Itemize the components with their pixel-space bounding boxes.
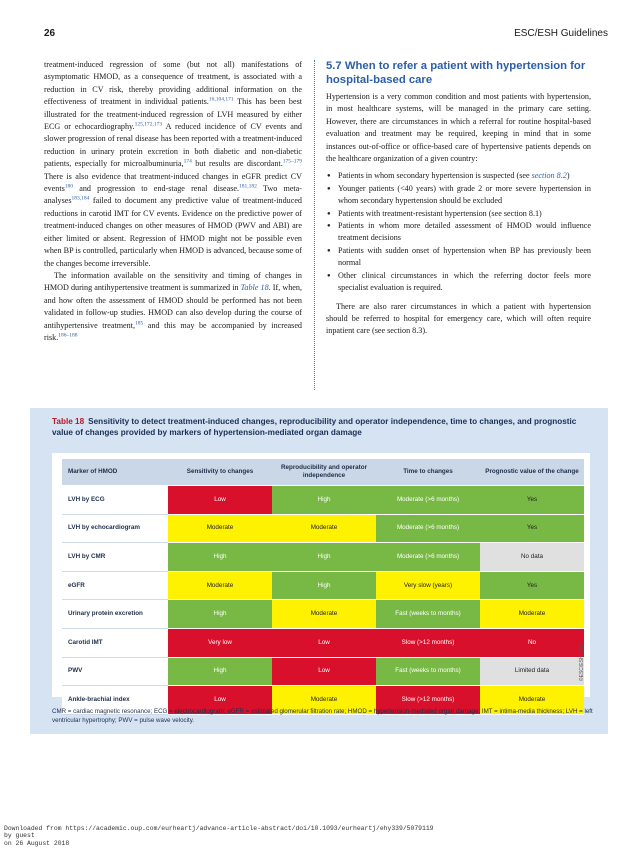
paragraph-referral-intro: Hypertension is a very common condition and most patients with hypertension, in most healthcare systems, will be managed in the primary care setting. However, there are circumstances in which a referral for routine hospital-based evaluation and treatment may be required, keeping in mind that in some instances out-of-office or office-based care of hypertensive patients depends on the healthcare organization of a given country: <box>326 92 591 164</box>
marker-cell: Urinary protein excretion <box>62 600 168 629</box>
prognostic-cell: No data <box>480 543 584 572</box>
reproducibility-cell: Moderate <box>272 514 376 543</box>
prognostic-cell: No <box>480 628 584 657</box>
text-run: Patients in whom secondary hypertension is suspected (see <box>338 171 532 181</box>
referral-bullet-item <box>326 220 591 245</box>
cross-reference-link[interactable]: Table 18 <box>240 283 269 293</box>
text-run: Two meta-analyses <box>44 184 302 206</box>
prognostic-cell: Yes <box>480 514 584 543</box>
time-cell: Moderate (>6 months) <box>376 543 480 572</box>
table-caption <box>52 416 592 438</box>
table-18-box <box>30 408 608 734</box>
prognostic-cell: Moderate <box>480 600 584 629</box>
col-header-reproducibility: Reproducibility and operator independence <box>272 459 376 486</box>
sensitivity-cell: High <box>168 543 272 572</box>
citation-ref: 175–179 <box>282 158 302 165</box>
sensitivity-cell: Low <box>168 486 272 515</box>
cross-reference-link[interactable]: section 8.2 <box>531 171 567 181</box>
text-run: Patients with treatment-resistant hypertension (see section 8.1) <box>338 208 542 218</box>
section-heading: 5.7 When to refer a patient with hypertension for hospital-based care <box>326 60 586 86</box>
text-run: and this may be accompanied by increased risk. <box>44 320 302 342</box>
table-caption-text: Sensitivity to detect treatment-induced changes, reproducibility and operator independence, time to changes, and prognostic value of changes provided by markers of hypertension-mediated organ damage <box>52 417 577 437</box>
sensitivity-cell: Moderate <box>168 514 272 543</box>
sensitivity-cell: Low <box>168 686 272 715</box>
text-run: The information available on the sensitivity and timing of changes in HMOD during antihypertensive treatment is summarized in <box>44 270 302 293</box>
table-row <box>62 543 584 572</box>
referral-bullet-item <box>326 170 591 182</box>
paragraph-emergency-care: There are also rarer circumstances in which a patient with hypertension should be referred to hospital for emergency care, which will often require inpatient care (see section 8.3). <box>326 301 591 336</box>
hmod-markers-table <box>62 459 584 715</box>
copyright-mark <box>579 639 591 689</box>
prognostic-cell: Yes <box>480 486 584 515</box>
sensitivity-cell: High <box>168 600 272 629</box>
download-watermark: Downloaded from https://academic.oup.com/eurheartj/advance-article-abstract/doi/10.1093/eurheartj/ehy339/5079119 by guest on 26 August 2018 <box>4 825 434 847</box>
table-panel <box>52 453 590 703</box>
text-run: and progression to end-stage renal disease. <box>73 184 240 194</box>
referral-bullet-list <box>326 170 591 294</box>
page-number: 26 <box>44 28 56 39</box>
prognostic-cell: Moderate <box>480 686 584 715</box>
citation-ref: 174 <box>183 158 192 165</box>
text-run: There is also evidence that treatment-induced changes in eGFR predict CV events <box>44 171 302 194</box>
marker-cell: LVH by echocardiogram <box>62 514 168 543</box>
table-row <box>62 628 584 657</box>
marker-cell: LVH by ECG <box>62 486 168 515</box>
col-header-marker: Marker of HMOD <box>62 459 168 486</box>
left-column <box>44 59 302 344</box>
citation-ref: 186–188 <box>58 332 78 339</box>
marker-cell: LVH by CMR <box>62 543 168 572</box>
text-run: failed to document any predictive value of treatment-induced reductions in carotid IMT for CV events. Evidence on the predictive power of treatment-induced changes on other measures of HMOD (PWV and ABI) are either limited or absent. Regression of HMOD might not be possible even when BP is controlled, particularly when HMOD is advanced, because some of the changes become irreversible. <box>44 196 302 268</box>
time-cell: Very slow (years) <box>376 571 480 600</box>
text-run: This has been best illustrated for the treatment-induced regression of LVH measured by either ECG or echocardiography. <box>44 97 302 132</box>
citation-ref: 183,184 <box>71 195 90 202</box>
marker-cell: Carotid IMT <box>62 628 168 657</box>
table-row <box>62 600 584 629</box>
sensitivity-cell: Moderate <box>168 571 272 600</box>
referral-bullet-item <box>326 183 591 208</box>
marker-cell: PWV <box>62 657 168 686</box>
time-cell: Slow (>12 months) <box>376 686 480 715</box>
marker-cell: eGFR <box>62 571 168 600</box>
text-run: treatment-induced regression of some (but not all) manifestations of asymptomatic HMOD, as a consequence of treatment, is associated with a reduction in CV risk, thereby providing additional information on the effectiveness of treatment in individual patients. <box>44 60 302 107</box>
paragraph-hmod-timing <box>44 270 302 344</box>
paragraph-hmod-regression <box>44 59 302 270</box>
text-run: but results are discordant. <box>191 159 283 169</box>
text-run: A reduced incidence of CV events and slower progression of renal disease has been reported with a treatment-induced reduction in urinary protein excretion in both diabetic and non-diabetic patients, especially for microalbuminuria, <box>44 122 302 169</box>
time-cell: Moderate (>6 months) <box>376 514 480 543</box>
time-cell: Moderate (>6 months) <box>376 486 480 515</box>
col-header-sensitivity: Sensitivity to changes <box>168 459 272 486</box>
col-header-time: Time to changes <box>376 459 480 486</box>
referral-bullet-item <box>326 270 591 295</box>
reproducibility-cell: Moderate <box>272 600 376 629</box>
journal-section: ESC/ESH Guidelines <box>514 28 608 39</box>
table-row <box>62 514 584 543</box>
text-run: Patients in whom more detailed assessment of HMOD would influence treatment decisions <box>338 221 591 243</box>
referral-bullet-item <box>326 208 591 220</box>
table-row <box>62 486 584 515</box>
copyright-text: ©ESC/ESH 2018 <box>579 642 586 682</box>
citation-ref: 180 <box>64 183 74 190</box>
time-cell: Slow (>12 months) <box>376 628 480 657</box>
text-run: Other clinical circumstances in which the referring doctor feels more specialist evaluation is required. <box>338 270 591 293</box>
reproducibility-cell: Low <box>272 628 376 657</box>
marker-cell: Ankle-brachial index <box>62 686 168 715</box>
column-divider <box>314 60 315 390</box>
sensitivity-cell: High <box>168 657 272 686</box>
col-header-prognostic: Prognostic value of the change <box>480 459 584 486</box>
right-column <box>326 59 591 338</box>
sensitivity-cell: Very low <box>168 628 272 657</box>
prognostic-cell: Limited data <box>480 657 584 686</box>
table-body <box>62 486 584 715</box>
reproducibility-cell: Moderate <box>272 686 376 715</box>
table-row <box>62 657 584 686</box>
citation-ref: 16,104,171 <box>208 96 234 103</box>
running-header <box>44 28 608 42</box>
text-run: ) <box>566 171 570 181</box>
table-footnote: CMR = cardiac magnetic resonance; ECG = electrocardiogram; eGFR = estimated glomerular filtration rate; HMOD = hypertension-mediated organ damage; IMT = intima-media thickness; LVH = left ventricular hypertrophy; PWV = pulse wave velocity. <box>52 708 593 724</box>
citation-ref: 185 <box>134 319 144 326</box>
reproducibility-cell: High <box>272 543 376 572</box>
reproducibility-cell: Low <box>272 657 376 686</box>
table-header-row <box>62 459 584 486</box>
table-row <box>62 571 584 600</box>
reproducibility-cell: High <box>272 571 376 600</box>
time-cell: Fast (weeks to months) <box>376 657 480 686</box>
prognostic-cell: Yes <box>480 571 584 600</box>
text-run: Patients with sudden onset of hypertension when BP has previously been normal <box>338 245 591 268</box>
time-cell: Fast (weeks to months) <box>376 600 480 629</box>
citation-ref: 181,182 <box>239 183 257 190</box>
citation-ref: 125,172,173 <box>134 121 163 128</box>
referral-bullet-item <box>326 245 591 270</box>
text-run: Younger patients (<40 years) with grade 2 or more severe hypertension in whom secondary hypertension should be excluded <box>338 183 591 206</box>
text-run: . If, when, and how often the assessment of HMOD should be performed has not been validated in follow-up studies. HMOD can also develop during the course of antihypertensive treatment, <box>44 283 302 330</box>
table-label: Table 18 <box>52 417 85 426</box>
reproducibility-cell: High <box>272 486 376 515</box>
